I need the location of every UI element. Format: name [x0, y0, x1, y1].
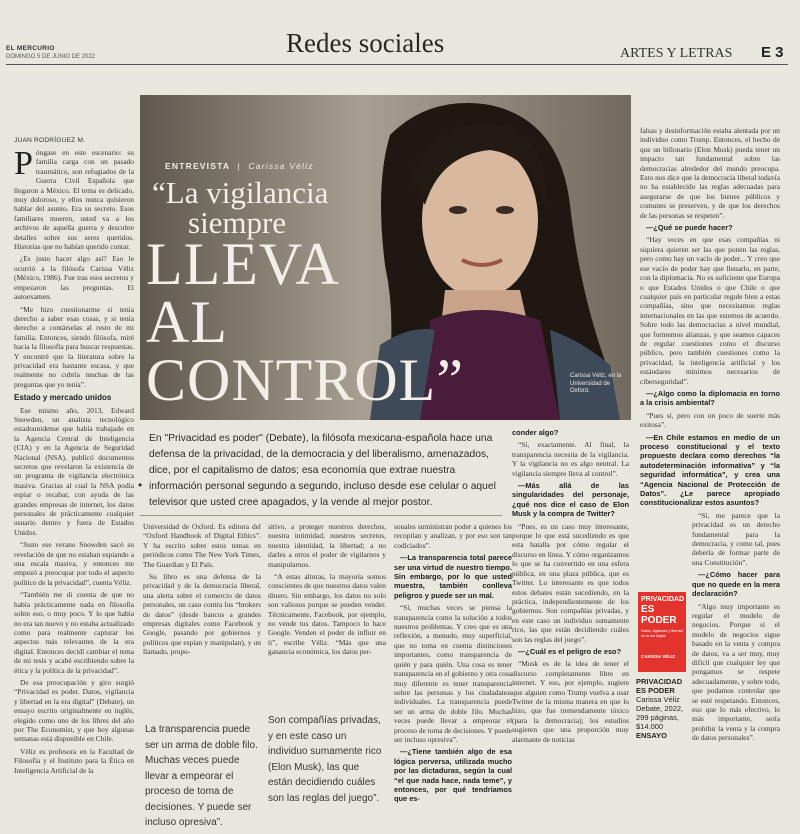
kicker: ENTREVISTA	[165, 161, 230, 171]
interview-answer: “Algo muy importante es regular el modelo de negocios. Porque si el modelo de negocios sigue basado en la venta y compra de datos, va a ser muy, muy difícil que cualquier ley que pongamos se respete adecuadamente, y sobre todo, que podamos controlar que se esté respetando. Entonces, eso que lo más efectivo, lo más importante, sería prohibir la venta y la compra de datos personales”.	[692, 601, 780, 743]
interview-question: —La transparencia total parece ser una virtud de nuestro tiempo. Sin embargo, por lo que usted muestra, también conlleva peligros y puede ser un mal.	[394, 553, 512, 600]
page-number: E 3	[761, 44, 784, 61]
pull-quote-2: Son compañías privadas, y en este caso un individuo sumamente rico (Elon Musk), las que están decidiendo cuáles son las reglas del juego”.	[268, 715, 382, 804]
paragraph: sonales suministran poder a quienes los recopilan y analizan, y por eso son tan codiciados”.	[394, 522, 512, 550]
book-info-details: Debate, 2022, 299 páginas, $14.000	[636, 704, 684, 731]
article-column-1	[14, 148, 134, 833]
book-cover-author: CARISSA VÉLIZ	[641, 654, 676, 659]
interview-answer: “Musk es de la idea de tener el discurso completamente libre en internet. Y eso, por ejemplo, sugiere que alguien como Trump vuelva a usar Twitter de la misma manera en que lo hizo, que fue tremendamente tóxico (para la democracia); los estudios sugieren que una proporción muy alarmante de noticias	[512, 659, 629, 744]
section-label: ARTES Y LETRAS	[620, 46, 733, 61]
interview-answer: “Sí, exactamente. Al final, la transparencia necesita de la vigilancia. Y la vigilancia no es algo neutral. La vigilancia siempre lleva al control”.	[512, 440, 629, 478]
byline: JUAN RODRÍGUEZ M.	[14, 137, 86, 144]
interview-question: —Más allá de las singularidades del personaje, ¿qué nos dice el caso de Elon Musk y la compra de Twitter?	[512, 481, 629, 519]
interview-question: —¿Qué se puede hacer?	[646, 223, 733, 233]
paragraph: Su libro es una defensa de la privacidad y de la democracia liberal, una alerta sobre el comercio de datos personales, un caso contra los “brokers de datos” (desde bancos a grandes empresas digitales como Facebook y Google, pasando por gobiernos y políticos que espían y manipulan), y un llamado, propo-	[143, 572, 261, 657]
headline-line-4: AL	[146, 289, 228, 355]
article-column-5	[512, 428, 629, 833]
interview-question: —¿Cómo hacer para que no quede en la mera declaración?	[692, 570, 780, 599]
article-lead: óngase en este escenario: su familia carga con un pasado traumático, son refugiados de la Guerra Civil Española que llegaron a México. El tema es delicado, muy doloroso, y ellos nunca quisieron hablar del asunto. Era su secreto. Esos familiares mueren, usted va a los archivos de aquella guerra y descubre detalles sobre sus seres queridos. Historias que no habían querido contar.	[14, 148, 134, 252]
interview-answer: “Sí, me parece que la privacidad es un derecho fundamental para la democracia, y como tal, pues debería de formar parte de una Constitución”.	[692, 510, 780, 567]
drop-cap: P	[14, 148, 33, 182]
book-cover-title-1: PRIVACIDAD	[641, 596, 685, 603]
headline-line-2: siempre	[188, 205, 287, 240]
interview-question: conder algo?	[512, 428, 559, 437]
headline-line-5: CONTROL”	[146, 347, 464, 413]
paragraph: sitivo, a proteger nuestros derechos, nuestra intimidad, nuestros secretos, nuestra identidad, la libertad; a no darles a otros el poder de vigilarnos y manipularnos.	[268, 522, 386, 569]
paragraph: “Me hizo cuestionarme si tenía derecho a saber esas cosas, y si tenía derecho a contárselas al resto de mi familia. Entonces, siendo filósofa, miré hacia la filosofía para buscar respuestas. Y encontré que la literatura sobre la privacidad era bastante escasa, y que realmente no cubría muchas de las preguntas que yo tenía”.	[14, 304, 134, 389]
book-info-title-1: PRIVACIDAD	[636, 677, 683, 686]
book-info-title-2: ES PODER	[636, 686, 675, 695]
photo-caption: Carissa Véliz, en la Universidad de Oxford.	[570, 373, 622, 394]
book-cover-title-2: ES PODER	[641, 604, 677, 626]
article-column-4	[394, 522, 512, 833]
deck-bullet: •	[138, 478, 143, 492]
issue-date: DOMINGO 5 DE JUNIO DE 2022	[6, 54, 96, 60]
interview-question: —¿Algo como la diplomacia en torno a la crisis ambiental?	[640, 388, 780, 408]
section-title: Redes sociales	[286, 28, 445, 58]
newspaper-name: EL MERCURIO	[6, 45, 55, 52]
book-info	[636, 677, 692, 740]
masthead-rule	[6, 64, 788, 65]
headline-line-1: “La vigilancia	[152, 175, 329, 210]
headline-line-3: LLEVA	[146, 231, 340, 297]
book-info-genre: ENSAYO	[636, 731, 667, 740]
interview-answer: “Sí, muchas veces se piensa la transparencia como la solución a todos nuestros problemas. Y creo que es una reflexión, a menudo, muy superficial, que no toma en cuenta distinciones importantes, como transparencia de quién y para quién. Una cosa es tener transparencia en el gobierno y otra cosa muy diferente es tener transparencia sobre las personas y los ciudadanos individuales. La transparencia puede ser un arma de doble filo. Muchas veces puede llevar a empeorar el proceso de toma de decisiones. Y puede ser incluso opresiva”.	[394, 603, 512, 744]
paragraph: “Justo ese verano Snowden sacó su revelación de que no estaban espiando a una escala masiva, y entonces me empezó a preocupar por todo el aspecto político de la privacidad”, cuenta Véliz.	[14, 540, 134, 587]
interview-question: —En Chile estamos en medio de un proceso constitucional y el texto propuesto declara como derechos “la autodeterminación informativa” y “la seguridad informática”, y crea una “Agencia Nacional de Protección de Datos”. ¿Le parece apropiado constitucionalizar estos asuntos?	[640, 432, 780, 508]
paragraph: Universidad de Oxford. Es editora del “Oxford Handbook of Digital Ethics”. Y ha escrito sobre estos temas en periódicos como The New York Times, The Guardian y El País.	[143, 522, 261, 569]
interview-answer: “Pues sí, pero con un poco de suerte más exitosa”.	[640, 410, 780, 430]
book-cover	[638, 592, 686, 672]
book-cover-subtitle: Datos, vigilancia y libertad en la era digital	[641, 629, 683, 638]
deck-rule	[140, 515, 502, 516]
paragraph: “También me di cuenta de que no había prácticamente nada en filosofía sobre eso, o muy poco. Y lo que había no era tan nuevo y no estaba actualizado como para realmente capturar los aspectos más relevantes de la era digital. Entonces decidí cambiar el tema de mi tesis y acabé escribiendo sobre la ética y la política de la privacidad”.	[14, 590, 134, 675]
paragraph: Véliz es profesora en la Facultad de Filosofía y el Instituto para la Ética en Inteligencia Artificial de la	[14, 746, 134, 775]
pull-quote-1: La transparencia puede ser un arma de doble filo. Muchas veces puede llevar a empeorar el proceso de toma de decisiones. Y puede ser incluso opresiva”.	[145, 724, 258, 828]
book-info-author: Carissa Véliz	[636, 695, 680, 704]
paragraph: De esa preocupación y giro surgió “Privacidad es poder. Datos, vigilancia y libertad en la era digital” (Debate), un ensayo escrito originalmente en inglés, elegido como uno de los libres del año por The Economist, y que hoy algunas semanas está disponible en Chile.	[14, 677, 134, 744]
subheading: Estado y mercado unidos	[14, 393, 112, 403]
paragraph: “A estas alturas, la mayoría somos conscientes de que nuestros datos valen dinero. Sin embargo, los datos no solo son valiosos porque se pueden vender. Técnicamente, Facebook, por ejemplo, no vende tus datos. Tampoco lo hace Google. Venden el poder de influir en ti”, escribe Véliz. “Más que una ganancia económica, los datos per-	[268, 572, 386, 657]
hero-photo: ENTREVISTA | Carissa Véliz “La vigilancia siempre LLEVA AL CONTROL” Carissa Véliz, en la Universidad de Oxford.	[140, 95, 631, 420]
standfirst: En "Privacidad es poder" (Debate), la filósofa mexicana-española hace una defensa de la privacidad, de la democracia y del liberalismo, amenazados, dice, por el capitalismo de datos; esa economía que extrae nuestra información personal segundo a segundo, incluso desde ese celular o aquel televisor que usted cree apagados, y la vende al mejor postor.	[149, 433, 496, 508]
interview-question: —¿Tiene también algo de esa lógica perversa, utilizada mucho por las dictaduras, según la cual “el que nada hace, nada teme”, y entonces, por qué tendríamos que es-	[394, 747, 512, 804]
interview-answer: “Pues, es un caso muy interesante, porque lo que está sucediendo es que esta batalla por cómo regular el discurso en línea. Y cómo organizamos lo que se ha convertido en una esfera pública, en una plaza pública, que es Twitter. Lo interesante es que todos estos debates están sucediendo, en la práctica, independientemente de los gobiernos. Son compañías privadas, y en este caso un individuo sumamente rico, las que están decidiendo cuáles son las reglas del juego”.	[512, 521, 629, 644]
kicker-name: Carissa Véliz	[248, 161, 314, 171]
interview-answer: falsas y desinformación estaba alentada por un individuo como Trump. Entonces, el hecho de que un billonario (Elon Musk) pueda tener un impacto tan fundamental sobre las democracias alrededor del mundo preocupa. Esto nos dice que la democracia liberal todavía no ha establecido las reglas adecuadas para asegurarse de que los bienes públicos y comunes se preserven, y de que los derechos de las personas se respeten”.	[640, 126, 780, 220]
paragraph: Ese mismo año, 2013, Edward Snowden, un analista tecnológico estadounidense que había trabajado en la Agencia Central de Inteligencia (CIA) y en la Agencia de Seguridad Nacional (NSA), publicó documentos secretos que revelaron la existencia de un programa de vigilancia electrónica masiva. Gracias al cual la NSA podía espiar o recabar, con ayuda de las grandes empresas de internet, los datos personales de prácticamente cualquier usuario dentro y fuera de Estados Unidos.	[14, 405, 134, 537]
interview-answer: “Hay veces en que esas compañías ni siquiera quieren ser las que ponen las reglas, pero como hay un vacío de poder... Y creo que ese vacío de poder hay que llenarlo, en parte, con la diplomacia. No es suficiente que Europa o que Estados Unidos o que Chile o que cualquier país en particular regule bien a estas compañías, sino que necesitamos reglas internacionales en las que estemos de acuerdo. Sobre todo las democracias a nivel mundial, que formemos alianzas, y que seamos capaces de regular cuestiones como el discurso público, pero también cuestiones como la privacidad, la inteligencia artificial y los estándares mínimos necesarios de ciberseguridad”.	[640, 235, 780, 386]
paragraph: ¿Es justo hacer algo así? Eso le ocurrió a la filósofa Carissa Véliz (México, 1986). Fue tras esos secretos y empezaron las preguntas. El autoexamen.	[14, 254, 134, 302]
interview-question: —¿Cuál es el peligro de eso?	[518, 646, 622, 656]
